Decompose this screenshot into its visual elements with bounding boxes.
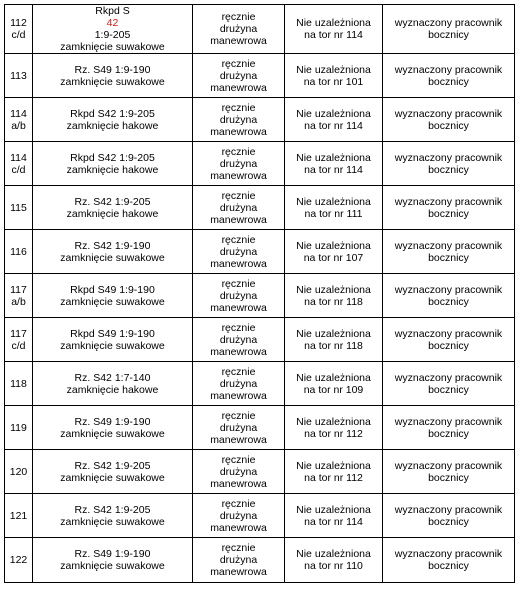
operation-cell: [193, 186, 285, 230]
responsible-worker: wyznaczony pracownik: [394, 151, 503, 164]
lock-type: zamknięcie suwakowe: [60, 471, 165, 484]
operation-mode: ręcznie: [221, 497, 256, 510]
switch-type-text: Rkpd S: [95, 5, 130, 17]
switch-type: [35, 196, 190, 208]
switch-type: [35, 240, 190, 252]
responsible-worker: wyznaczony pracownik: [394, 17, 503, 29]
switch-type-cell: [33, 54, 193, 98]
switch-number: 120: [9, 465, 28, 478]
dependency-status: Nie uzależniona: [296, 371, 371, 384]
responsible-siding: bocznicy: [428, 163, 469, 176]
dependency-cell: [285, 450, 383, 494]
switch-type: [35, 460, 190, 472]
dependency-status: Nie uzależniona: [296, 459, 371, 472]
switch-type-text: Rkpd S42 1:9-205: [70, 107, 155, 120]
operation-crew-type: manewrowa: [210, 257, 267, 270]
responsible-siding: bocznicy: [428, 251, 469, 264]
switch-number: 117: [10, 327, 27, 340]
operation-mode: ręcznie: [221, 145, 256, 158]
switch-type-cell: [33, 494, 193, 538]
switch-type-text: Rz. S42 1:9-205: [74, 503, 151, 516]
switch-type-text: Rz. S42 1:7-140: [74, 371, 151, 384]
dependency-status: Nie uzależniona: [296, 283, 371, 296]
dependency-track: na tor nr 114: [304, 29, 363, 41]
switch-number: 115: [10, 201, 27, 214]
dependency-track: na tor nr 118: [304, 339, 363, 352]
dependency-cell: [285, 54, 383, 98]
dependency-cell: [285, 230, 383, 274]
operation-mode: ręcznie: [221, 233, 256, 246]
responsible-worker: wyznaczony pracownik: [394, 548, 503, 560]
switch-type-cell: [33, 5, 193, 54]
dependency-status: Nie uzależniona: [296, 327, 371, 340]
responsible-worker: wyznaczony pracownik: [394, 503, 503, 516]
dependency-cell: [285, 538, 383, 583]
responsible-siding: bocznicy: [428, 560, 469, 572]
switch-type-cell: [33, 406, 193, 450]
switch-number-cell: [5, 274, 33, 318]
dependency-cell: [285, 274, 383, 318]
lock-type: zamknięcie suwakowe: [60, 251, 165, 264]
operation-mode: ręcznie: [221, 365, 256, 378]
operation-crew-type: manewrowa: [210, 169, 267, 182]
dependency-track: na tor nr 110: [304, 560, 363, 572]
table-row: [5, 98, 515, 142]
dependency-status: Nie uzależniona: [296, 151, 371, 164]
switch-type-text: Rz. S42 1:9-205: [74, 459, 151, 472]
switch-type-text: Rz. S49 1:9-190: [74, 415, 151, 428]
switch-number-cell: [5, 186, 33, 230]
responsible-siding: bocznicy: [428, 471, 469, 484]
switch-type: [35, 504, 190, 516]
switch-type-cell: [33, 274, 193, 318]
switch-number-cell: [5, 494, 33, 538]
responsible-siding: bocznicy: [428, 383, 469, 396]
responsible-siding: bocznicy: [428, 515, 469, 528]
switch-number: 116: [10, 245, 27, 258]
responsible-worker: wyznaczony pracownik: [394, 283, 503, 296]
dependency-status: Nie uzależniona: [296, 239, 371, 252]
switch-number-suffix: c/d: [11, 29, 26, 41]
responsible-cell: [383, 450, 515, 494]
responsible-siding: bocznicy: [428, 119, 469, 132]
operation-crew-type: manewrowa: [210, 345, 267, 358]
lock-type: zamknięcie suwakowe: [60, 339, 165, 352]
operation-cell: [193, 450, 285, 494]
operation-crew-type: manewrowa: [210, 213, 267, 226]
switch-number-cell: [5, 54, 33, 98]
switch-type: [35, 284, 190, 296]
responsible-cell: [383, 186, 515, 230]
responsible-worker: wyznaczony pracownik: [394, 415, 503, 428]
switch-number-cell: [5, 230, 33, 274]
operation-crew: drużyna: [219, 245, 258, 258]
operation-crew: drużyna: [219, 23, 258, 35]
operation-crew: drużyna: [219, 377, 258, 390]
operation-crew-type: manewrowa: [210, 81, 267, 94]
dependency-cell: [285, 142, 383, 186]
operation-crew-type: manewrowa: [210, 433, 267, 446]
lock-type: zamknięcie hakowe: [66, 163, 159, 176]
switch-number-cell: [5, 318, 33, 362]
table-row: [5, 362, 515, 406]
switch-type-text: Rz. S42 1:9-205: [74, 195, 151, 208]
operation-crew: drużyna: [219, 333, 258, 346]
table-row: [5, 230, 515, 274]
operation-cell: [193, 230, 285, 274]
dependency-track: na tor nr 114: [304, 119, 363, 132]
switch-number: 118: [10, 377, 27, 390]
dependency-cell: [285, 494, 383, 538]
switch-type: [35, 152, 190, 164]
operation-cell: [193, 318, 285, 362]
operation-crew-type: manewrowa: [210, 35, 267, 47]
operation-crew-type: manewrowa: [210, 566, 267, 578]
responsible-cell: [383, 494, 515, 538]
operation-crew-type: manewrowa: [210, 301, 267, 314]
switch-type-text: Rkpd S42 1:9-205: [70, 151, 155, 164]
switch-number-suffix: a/b: [11, 295, 26, 308]
dependency-cell: [285, 318, 383, 362]
operation-mode: ręcznie: [221, 321, 256, 334]
responsible-siding: bocznicy: [428, 75, 469, 88]
operation-mode: ręcznie: [221, 542, 256, 554]
operation-cell: [193, 274, 285, 318]
switch-type: [35, 328, 190, 340]
lock-type: zamknięcie suwakowe: [60, 295, 165, 308]
operation-crew: drużyna: [219, 289, 258, 302]
switch-number-cell: [5, 5, 33, 54]
table-row: [5, 494, 515, 538]
lock-type: zamknięcie suwakowe: [60, 427, 165, 440]
responsible-cell: [383, 54, 515, 98]
dependency-status: Nie uzależniona: [296, 503, 371, 516]
responsible-worker: wyznaczony pracownik: [394, 107, 503, 120]
switch-number: 114: [10, 107, 27, 120]
switch-number-suffix: c/d: [11, 339, 26, 352]
responsible-siding: bocznicy: [428, 295, 469, 308]
operation-mode: ręcznie: [221, 453, 256, 466]
table-row: [5, 538, 515, 583]
dependency-cell: [285, 98, 383, 142]
operation-crew: drużyna: [219, 465, 258, 478]
responsible-cell: [383, 318, 515, 362]
switch-type-text: Rz. S49 1:9-190: [74, 63, 151, 76]
responsible-cell: [383, 142, 515, 186]
lock-type: zamknięcie hakowe: [66, 383, 159, 396]
dependency-cell: [285, 362, 383, 406]
operation-crew-type: manewrowa: [210, 125, 267, 138]
responsible-cell: [383, 5, 515, 54]
table-body: [5, 5, 515, 583]
switch-type-text: Rkpd S49 1:9-190: [70, 327, 155, 340]
responsible-siding: bocznicy: [428, 29, 469, 41]
dependency-status: Nie uzależniona: [296, 548, 371, 560]
lock-type: zamknięcie suwakowe: [60, 515, 165, 528]
lock-type: zamknięcie hakowe: [66, 207, 159, 220]
dependency-cell: [285, 406, 383, 450]
dependency-track: na tor nr 101: [303, 75, 364, 88]
switch-type-highlight: 42: [106, 17, 119, 29]
lock-type: zamknięcie suwakowe: [60, 560, 165, 572]
table-row: [5, 186, 515, 230]
operation-cell: [193, 98, 285, 142]
operation-cell: [193, 362, 285, 406]
switch-number: 114: [10, 151, 27, 164]
switch-number-cell: [5, 538, 33, 583]
operation-crew: drużyna: [219, 69, 258, 82]
switch-type: [35, 5, 190, 41]
table-row: [5, 5, 515, 54]
switch-type: [35, 372, 190, 384]
dependency-status: Nie uzależniona: [296, 17, 371, 29]
dependency-track: na tor nr 114: [304, 163, 363, 176]
operation-mode: ręcznie: [221, 11, 256, 23]
dependency-status: Nie uzależniona: [296, 415, 371, 428]
dependency-track: na tor nr 107: [303, 251, 364, 264]
switch-number: 112: [10, 17, 27, 29]
dependency-track: na tor nr 112: [304, 471, 363, 484]
switch-type-cell: [33, 186, 193, 230]
switch-number: 117: [10, 283, 27, 296]
switch-number-suffix: a/b: [11, 119, 26, 132]
operation-crew: drużyna: [219, 509, 258, 522]
responsible-cell: [383, 230, 515, 274]
operation-mode: ręcznie: [221, 101, 256, 114]
switch-number: 121: [9, 509, 28, 522]
switch-number-cell: [5, 450, 33, 494]
switch-type: [35, 108, 190, 120]
responsible-siding: bocznicy: [428, 207, 469, 220]
operation-mode: ręcznie: [221, 277, 256, 290]
operation-crew: drużyna: [219, 157, 258, 170]
operation-cell: [193, 5, 285, 54]
dependency-track: na tor nr 114: [304, 515, 363, 528]
dependency-track: na tor nr 112: [304, 427, 363, 440]
lock-type: zamknięcie hakowe: [66, 119, 159, 132]
switch-type-text: Rkpd S49 1:9-190: [70, 283, 155, 296]
dependency-status: Nie uzależniona: [296, 107, 371, 120]
responsible-worker: wyznaczony pracownik: [394, 327, 503, 340]
operation-cell: [193, 142, 285, 186]
responsible-siding: bocznicy: [428, 339, 469, 352]
dependency-track: na tor nr 109: [303, 383, 364, 396]
operation-crew: drużyna: [219, 201, 258, 214]
operation-cell: [193, 538, 285, 583]
table-row: [5, 142, 515, 186]
switch-type: [35, 64, 190, 76]
responsible-cell: [383, 98, 515, 142]
dependency-track: na tor nr 111: [304, 207, 363, 220]
table-row: [5, 274, 515, 318]
switch-type-cell: [33, 450, 193, 494]
dependency-status: Nie uzależniona: [296, 195, 371, 208]
responsible-worker: wyznaczony pracownik: [394, 239, 503, 252]
operation-crew: drużyna: [219, 421, 258, 434]
switch-type-cell: [33, 538, 193, 583]
responsible-worker: wyznaczony pracownik: [394, 371, 503, 384]
switch-number-suffix: c/d: [11, 163, 26, 176]
lock-type: zamknięcie suwakowe: [60, 41, 165, 53]
switch-number-cell: [5, 362, 33, 406]
dependency-track: na tor nr 118: [304, 295, 363, 308]
table-row: [5, 318, 515, 362]
operation-cell: [193, 54, 285, 98]
switch-type-cell: [33, 98, 193, 142]
dependency-cell: [285, 186, 383, 230]
operation-cell: [193, 406, 285, 450]
switch-number-cell: [5, 142, 33, 186]
operation-mode: ręcznie: [221, 57, 256, 70]
responsible-cell: [383, 538, 515, 583]
switch-register-table: [4, 4, 515, 583]
operation-mode: ręcznie: [221, 409, 256, 422]
table-row: [5, 406, 515, 450]
lock-type: zamknięcie suwakowe: [60, 75, 165, 88]
responsible-siding: bocznicy: [428, 427, 469, 440]
switch-number: 113: [10, 69, 27, 82]
switch-type: [35, 548, 190, 560]
responsible-worker: wyznaczony pracownik: [394, 459, 503, 472]
operation-crew: drużyna: [219, 113, 258, 126]
switch-type: [35, 416, 190, 428]
switch-number: 122: [9, 554, 28, 566]
switch-type-text: Rz. S49 1:9-190: [74, 548, 151, 560]
responsible-cell: [383, 362, 515, 406]
switch-type-text: Rz. S42 1:9-190: [74, 239, 151, 252]
responsible-cell: [383, 274, 515, 318]
dependency-cell: [285, 5, 383, 54]
switch-number-cell: [5, 98, 33, 142]
switch-number-cell: [5, 406, 33, 450]
responsible-cell: [383, 406, 515, 450]
switch-type-text-end: 1:9-205: [94, 29, 131, 41]
operation-cell: [193, 494, 285, 538]
operation-crew-type: manewrowa: [210, 389, 267, 402]
operation-crew-type: manewrowa: [210, 477, 267, 490]
table-row: [5, 54, 515, 98]
operation-crew-type: manewrowa: [210, 521, 267, 534]
responsible-worker: wyznaczony pracownik: [394, 195, 503, 208]
switch-number: 119: [10, 421, 27, 434]
operation-crew: drużyna: [219, 554, 258, 566]
table-row: [5, 450, 515, 494]
switch-type-cell: [33, 142, 193, 186]
switch-type-cell: [33, 362, 193, 406]
switch-type-cell: [33, 230, 193, 274]
switch-type-cell: [33, 318, 193, 362]
dependency-status: Nie uzależniona: [296, 63, 371, 76]
operation-mode: ręcznie: [221, 189, 256, 202]
responsible-worker: wyznaczony pracownik: [394, 63, 503, 76]
